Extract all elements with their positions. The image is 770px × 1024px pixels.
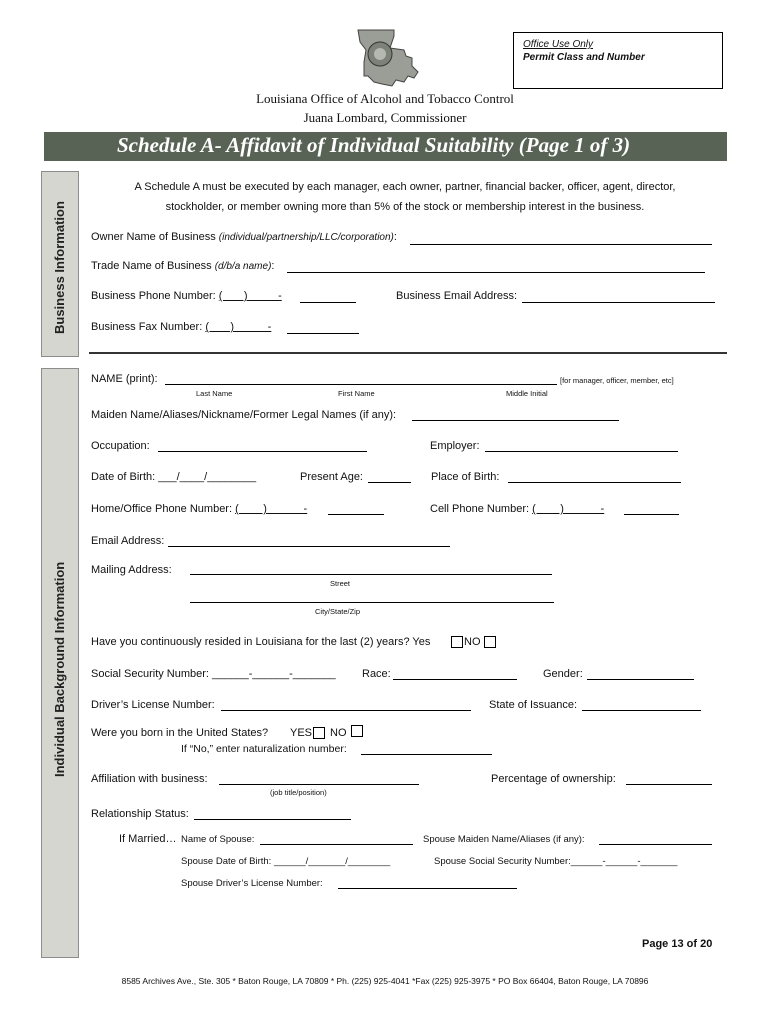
relationship-status-label: Relationship Status: (91, 808, 189, 820)
relationship-status-field[interactable] (194, 819, 351, 820)
name-field[interactable] (165, 384, 557, 385)
city-state-zip-field[interactable] (190, 602, 554, 603)
resided-no-label: NO (464, 636, 481, 648)
state-issuance-field[interactable] (582, 710, 701, 711)
business-phone-label: Business Phone Number: ( ) - (91, 290, 282, 302)
intro-line-1: A Schedule A must be executed by each manager, each owner, partner, financial backer, officer, agent, director, (134, 181, 676, 193)
born-yes-label: YES (290, 727, 313, 739)
drivers-license-field[interactable] (221, 710, 471, 711)
email-label: Email Address: (91, 535, 165, 547)
gender-label: Gender: (543, 668, 583, 680)
spouse-ssn-field[interactable]: Spouse Social Security Number:______-______-_______ (434, 856, 678, 867)
state-issuance-label: State of Issuance: (489, 699, 578, 711)
born-us-question: Were you born in the United States? (91, 727, 269, 739)
individual-info-label: Individual Background Information (52, 561, 67, 777)
trade-name-field[interactable] (287, 272, 705, 273)
cell-phone-field[interactable] (624, 514, 679, 515)
owner-name-label: Owner Name of Business (individual/partnership/LLC/corporation): (91, 231, 397, 243)
present-age-label: Present Age: (300, 471, 363, 483)
business-fax-field[interactable] (287, 333, 359, 334)
present-age-field[interactable] (368, 482, 411, 483)
business-fax-label: Business Fax Number: ( ) - (91, 321, 272, 333)
individual-info-sidebar (41, 368, 79, 958)
ssn-field[interactable]: Social Security Number: ______-______-_______ (91, 668, 336, 680)
drivers-license-label: Driver’s License Number: (91, 699, 215, 711)
spouse-dl-label: Spouse Driver’s License Number: (181, 878, 323, 889)
page-title: Schedule A- Affidavit of Individual Suitability (Page 1 of 3) (117, 133, 631, 157)
footer-address: 8585 Archives Ave., Ste. 305 * Baton Rouge, LA 70809 * Ph. (225) 925-4041 *Fax (225) 925-3975 * PO Box 66404, Baton Rouge, LA 70896 (121, 976, 649, 986)
street-field[interactable] (190, 574, 552, 575)
email-field[interactable] (168, 546, 450, 547)
occupation-label: Occupation: (91, 440, 150, 452)
spouse-name-field[interactable] (260, 844, 413, 845)
spouse-name-label: Name of Spouse: (181, 834, 255, 845)
page-number: Page 13 of 20 (642, 938, 713, 950)
business-info-sidebar (41, 171, 79, 357)
business-email-label: Business Email Address: (396, 290, 518, 302)
section-divider (89, 352, 727, 354)
ownership-field[interactable] (626, 784, 712, 785)
race-label: Race: (362, 668, 391, 680)
born-no-label: NO (330, 727, 347, 739)
dob-field[interactable]: Date of Birth: ___/____/________ (91, 471, 257, 483)
gender-field[interactable] (587, 679, 694, 680)
owner-name-field[interactable] (410, 244, 712, 245)
cell-phone-label: Cell Phone Number: ( ) - (430, 503, 605, 515)
home-phone-field[interactable] (328, 514, 384, 515)
last-name-caption: Last Name (196, 389, 233, 398)
occupation-field[interactable] (158, 451, 367, 452)
mailing-address-label: Mailing Address: (91, 564, 172, 576)
race-field[interactable] (393, 679, 517, 680)
resided-question: Have you continuously resided in Louisiana for the last (2) years? Yes (91, 636, 431, 648)
maiden-name-field[interactable] (412, 420, 619, 421)
intro-line-2: stockholder, or member owning more than 5% of the stock or membership interest in the business. (165, 201, 645, 213)
first-name-caption: First Name (338, 389, 375, 398)
born-yes-checkbox[interactable] (313, 727, 325, 739)
street-caption: Street (330, 579, 351, 588)
employer-field[interactable] (485, 451, 678, 452)
city-state-zip-caption: City/State/Zip (315, 607, 361, 616)
business-email-field[interactable] (522, 302, 715, 303)
name-print-label: NAME (print): (91, 373, 158, 385)
naturalization-label: If “No,” enter naturalization number: (181, 743, 347, 755)
permit-class-label: Permit Class and Number (523, 52, 645, 63)
place-of-birth-label: Place of Birth: (431, 471, 500, 483)
affiliation-label: Affiliation with business: (91, 773, 208, 785)
spouse-maiden-label: Spouse Maiden Name/Aliases (if any): (423, 834, 585, 845)
ownership-label: Percentage of ownership: (491, 773, 616, 785)
affiliation-field[interactable] (219, 784, 419, 785)
maiden-name-label: Maiden Name/Aliases/Nickname/Former Legal Names (if any): (91, 409, 397, 421)
office-use-box (513, 32, 723, 89)
commissioner-name: Juana Lombard, Commissioner (303, 110, 467, 125)
employer-label: Employer: (430, 440, 480, 452)
trade-name-label: Trade Name of Business (d/b/a name): (91, 260, 275, 272)
spouse-maiden-field[interactable] (599, 844, 712, 845)
spouse-dob-field[interactable]: Spouse Date of Birth: ______/_______/________ (181, 856, 391, 867)
business-info-label: Business Information (52, 201, 67, 334)
resided-yes-checkbox[interactable] (451, 636, 463, 648)
home-phone-label: Home/Office Phone Number: ( ) - (91, 503, 308, 515)
born-no-checkbox[interactable] (351, 725, 363, 737)
if-married-label: If Married… (119, 833, 177, 845)
spouse-dl-field[interactable] (338, 888, 517, 889)
naturalization-field[interactable] (361, 754, 492, 755)
agency-name: Louisiana Office of Alcohol and Tobacco Control (256, 91, 514, 106)
place-of-birth-field[interactable] (508, 482, 681, 483)
middle-initial-caption: Middle Initial (506, 389, 548, 398)
title-bar (44, 132, 727, 161)
louisiana-seal-logo-icon (352, 26, 422, 92)
office-use-label: Office Use Only (523, 39, 594, 50)
job-title-caption: (job title/position) (270, 788, 327, 797)
business-phone-field[interactable] (300, 302, 356, 303)
resided-no-checkbox[interactable] (484, 636, 496, 648)
name-note: [for manager, officer, member, etc] (560, 376, 674, 385)
